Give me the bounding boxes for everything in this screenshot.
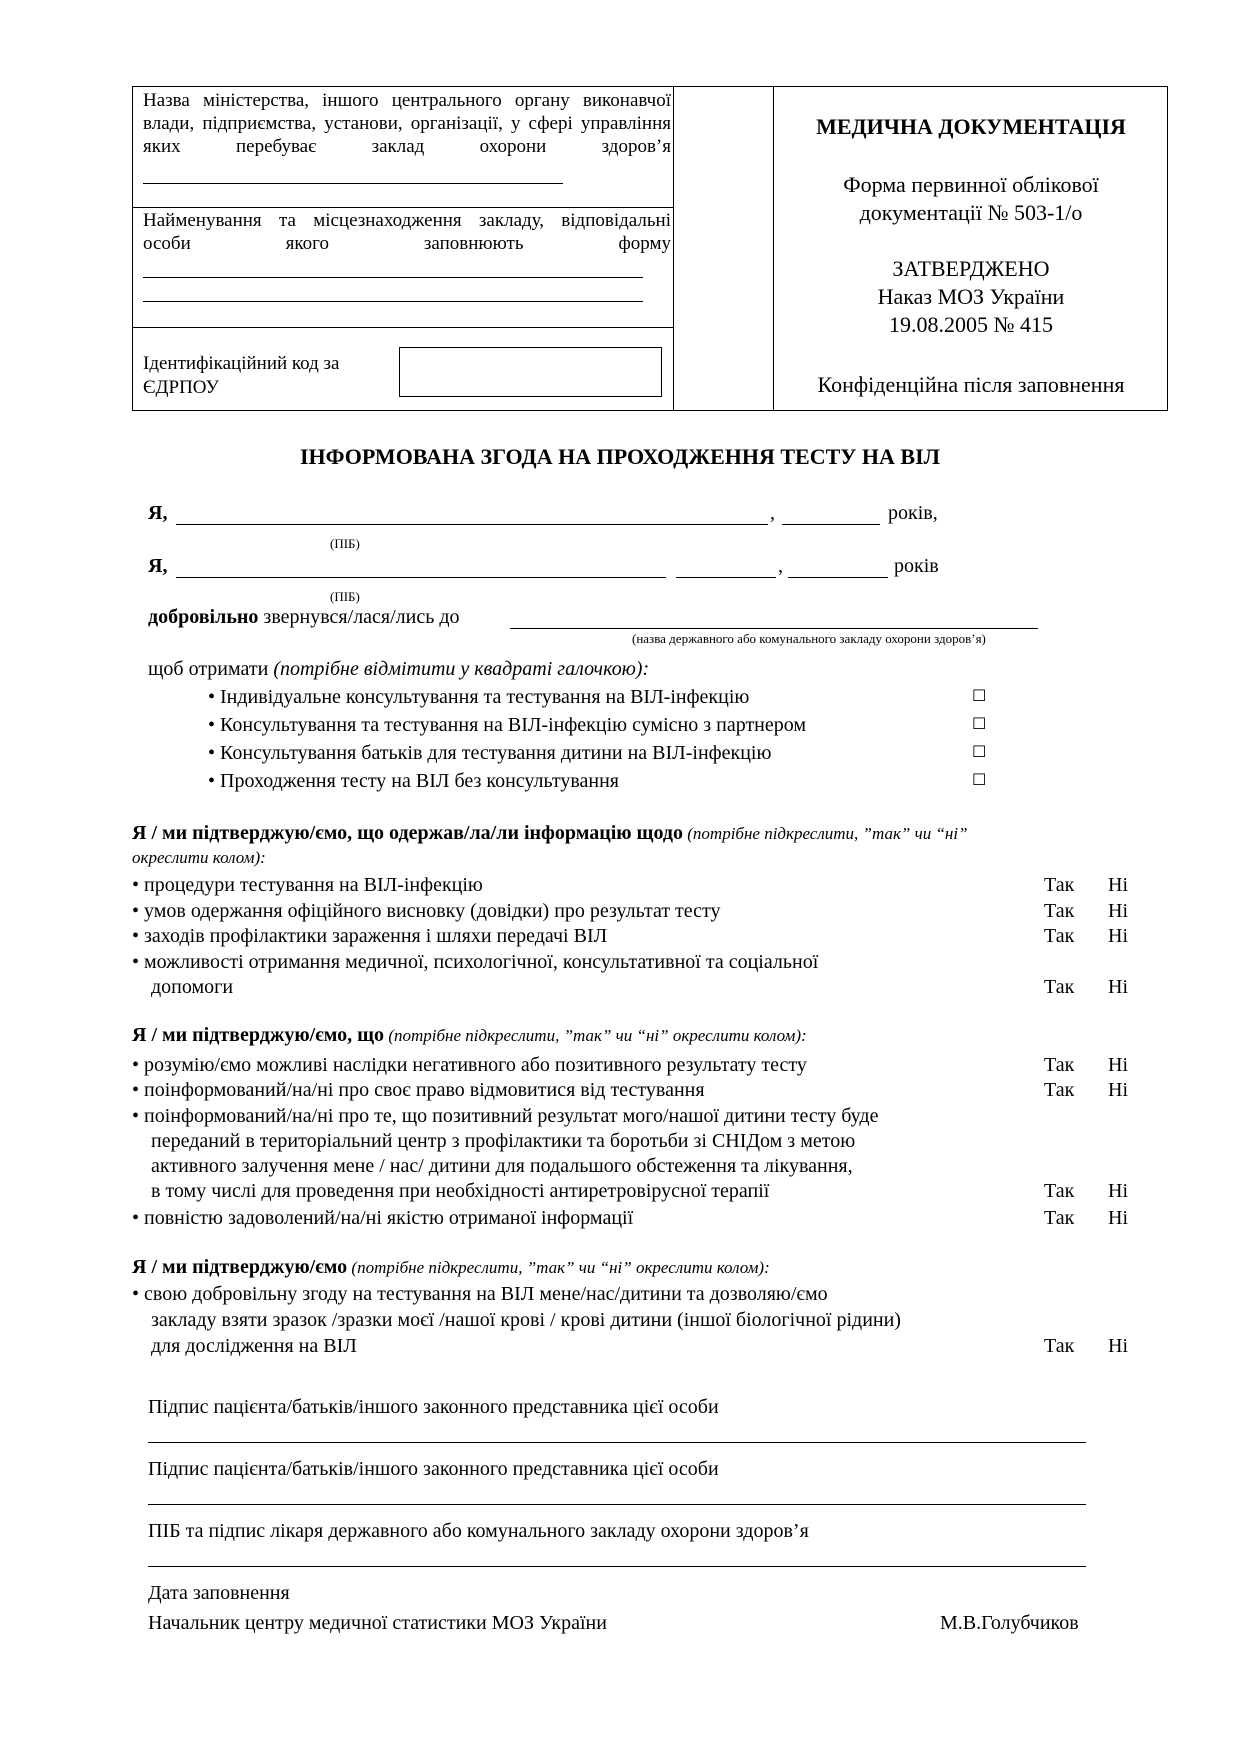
yes-option[interactable]: Так — [1044, 925, 1075, 947]
pib-caption: (ПІБ) — [330, 589, 360, 604]
yes-option[interactable]: Так — [1044, 1054, 1075, 1076]
applied-label: звернувся/лася/лись до — [258, 606, 460, 628]
bullet: • — [132, 1054, 140, 1076]
patient-signature-line[interactable] — [148, 1442, 1086, 1443]
institution-fill-line[interactable] — [143, 277, 643, 278]
list-item — [132, 1207, 633, 1230]
services-intro-text: щоб отримати — [148, 658, 274, 680]
chief-title: Начальник центру медичної статистики МОЗ України — [148, 1612, 607, 1634]
bullet: • — [132, 900, 140, 922]
checkbox-parents[interactable]: ☐ — [972, 742, 987, 761]
bullet: • — [132, 1079, 140, 1101]
no-option[interactable]: Ні — [1108, 1207, 1128, 1229]
yes-option[interactable]: Так — [1044, 1180, 1075, 1202]
services-intro — [148, 658, 649, 681]
comma: , — [778, 555, 783, 577]
item-label-cont: в тому числі для проведення при необхідності антиретровірусної терапії — [151, 1180, 770, 1202]
item-label: свою добровільну згоду на тестування на ВІЛ мене/нас/дитини та дозволяю/ємо — [144, 1283, 828, 1305]
section1-heading-text: Я / ми підтверджую/ємо, що одержав/ла/ли інформацію щодо — [132, 822, 683, 844]
item-label: поінформований/на/ні про те, що позитивний результат мого/нашої дитини тесту буде — [144, 1105, 879, 1127]
no-option[interactable]: Ні — [1108, 1180, 1128, 1202]
no-option[interactable]: Ні — [1108, 1079, 1128, 1101]
list-item — [132, 925, 607, 948]
section2-note: (потрібне підкреслити, ”так” чи “ні” окреслити колом): — [384, 1026, 807, 1045]
doctor-signature-label: ПІБ та підпис лікаря державного або комунального закладу охорони здоров’я — [148, 1520, 809, 1542]
list-item: • Проходження тесту на ВІЛ без консультування — [208, 770, 619, 792]
list-item — [132, 1054, 807, 1077]
yes-option[interactable]: Так — [1044, 976, 1075, 998]
order-date: 19.08.2005 № 415 — [889, 312, 1053, 337]
no-option[interactable]: Ні — [1108, 1335, 1128, 1357]
services-intro-note: (потрібне відмітити у квадраті галочкою): — [273, 658, 650, 680]
institution-caption: (назва державного або комунального закладу охорони здоров’я) — [632, 631, 986, 646]
item-label-cont: активного залучення мене / нас/ дитини для подальшого обстеження та лікування, — [151, 1155, 853, 1177]
item-label: поінформований/на/ні про своє право відмовитися від тестування — [144, 1079, 705, 1101]
section3-heading — [132, 1256, 770, 1279]
service-label: Консультування та тестування на ВІЛ-інфекцію сумісно з партнером — [220, 714, 807, 736]
section2-heading-text: Я / ми підтверджую/ємо, що — [132, 1024, 385, 1046]
list-item: • Консультування батьків для тестування дитини на ВІЛ-інфекцію — [208, 742, 772, 764]
checkbox-no-consult[interactable]: ☐ — [972, 770, 987, 789]
name-field[interactable] — [176, 577, 666, 578]
item-label: умов одержання офіційного висновку (довідки) про результат тесту — [144, 900, 721, 922]
section1-note: (потрібне підкреслити, ”так” чи “ні” — [683, 824, 968, 843]
yes-option[interactable]: Так — [1044, 900, 1075, 922]
chief-name: М.В.Голубчиков — [940, 1612, 1079, 1634]
list-item — [132, 900, 721, 923]
patient-signature-label: Підпис пацієнта/батьків/іншого законного представника цієї особи — [148, 1458, 719, 1480]
table-divider — [133, 327, 673, 328]
doctor-signature-line[interactable] — [148, 1566, 1086, 1567]
list-item — [132, 874, 483, 897]
list-item — [132, 1105, 878, 1128]
bullet: • — [132, 1283, 140, 1305]
no-option[interactable]: Ні — [1108, 976, 1128, 998]
list-item: • Консультування та тестування на ВІЛ-інфекцію сумісно з партнером — [208, 714, 807, 736]
no-option[interactable]: Ні — [1108, 1054, 1128, 1076]
list-item — [132, 1283, 828, 1306]
yes-option[interactable]: Так — [1044, 1335, 1075, 1357]
institution-text: Найменування та місцезнаходження закладу, відповідальні особи якого заповнюють форму — [143, 210, 671, 254]
bullet: • — [132, 925, 140, 947]
list-item — [132, 951, 818, 974]
edrpou-label: Ідентифікаційний код за — [143, 353, 340, 374]
yes-option[interactable]: Так — [1044, 1079, 1075, 1101]
approved-label: ЗАТВЕРДЖЕНО — [892, 256, 1050, 281]
no-option[interactable]: Ні — [1108, 900, 1128, 922]
ministry-fill-line[interactable] — [143, 183, 563, 184]
no-option[interactable]: Ні — [1108, 874, 1128, 896]
voluntarily-label: добровільно — [148, 606, 259, 628]
patient-signature-label: Підпис пацієнта/батьків/іншого законного представника цієї особи — [148, 1396, 719, 1418]
item-label: повністю задоволений/на/ні якістю отриманої інформації — [144, 1207, 634, 1229]
header-table — [132, 86, 1168, 411]
no-option[interactable]: Ні — [1108, 925, 1128, 947]
bullet: • — [132, 1105, 140, 1127]
list-item: • Індивідуальне консультування та тестування на ВІЛ-інфекцію — [208, 686, 750, 708]
age-field[interactable] — [788, 577, 888, 578]
document-title: ІНФОРМОВАНА ЗГОДА НА ПРОХОДЖЕННЯ ТЕСТУ НА ВІЛ — [299, 444, 941, 469]
service-label: Консультування батьків для тестування дитини на ВІЛ-інфекцію — [220, 742, 772, 764]
ministry-text: Назва міністерства, іншого центрального органу виконавчої влади, підприємства, установи, організації, у сфері управління яких перебуває заклад охорони здоров’я — [143, 90, 671, 157]
bullet: • — [132, 951, 140, 973]
item-label-cont: для дослідження на ВІЛ — [151, 1335, 357, 1357]
form-number: документації № 503-1/о — [859, 200, 1083, 225]
bullet: • — [132, 874, 140, 896]
table-divider — [133, 207, 673, 208]
institution-fill-line[interactable] — [143, 301, 643, 302]
item-label-cont: закладу взяти зразок /зразки моєї /нашої крові / крові дитини (іншої біологічної рідини) — [151, 1309, 901, 1331]
ya-label: Я, — [148, 502, 168, 524]
pib-caption: (ПІБ) — [330, 536, 360, 551]
section1-note-cont: окреслити колом): — [132, 848, 266, 867]
item-label: заходів профілактики зараження і шляхи передачі ВІЛ — [144, 925, 608, 947]
item-label: процедури тестування на ВІЛ-інфекцію — [144, 874, 483, 896]
item-label-cont: допомоги — [151, 976, 234, 998]
item-label: розумію/ємо можливі наслідки негативного або позитивного результату тесту — [144, 1054, 807, 1076]
bullet: • — [132, 1207, 140, 1229]
section3-heading-text: Я / ми підтверджую/ємо — [132, 1256, 348, 1278]
section2-heading — [132, 1024, 807, 1047]
checkbox-partner[interactable]: ☐ — [972, 714, 987, 733]
patient-signature-line[interactable] — [148, 1504, 1086, 1505]
name-field[interactable] — [176, 524, 768, 525]
confidential-note: Конфіденційна після заповнення — [817, 372, 1125, 397]
name-field[interactable] — [676, 577, 776, 578]
section1-heading — [132, 822, 968, 845]
checkbox-individual[interactable]: ☐ — [972, 686, 987, 705]
item-label-cont: переданий в територіальний центр з профілактики та боротьби зі СНІДом з метою — [151, 1130, 856, 1152]
yes-option[interactable]: Так — [1044, 874, 1075, 896]
comma: , — [770, 502, 775, 524]
edrpou-code-box[interactable] — [399, 347, 662, 397]
order-line: Наказ МОЗ України — [877, 284, 1065, 309]
medical-documentation-title: МЕДИЧНА ДОКУМЕНТАЦІЯ — [816, 114, 1126, 139]
yes-option[interactable]: Так — [1044, 1207, 1075, 1229]
institution-field[interactable] — [510, 628, 1038, 629]
table-divider — [673, 87, 674, 410]
list-item — [132, 1079, 705, 1102]
years-label: років — [894, 555, 939, 577]
applied-line — [148, 606, 460, 629]
form-line: Форма первинної облікової — [843, 172, 1099, 197]
section3-note: (потрібне підкреслити, ”так” чи “ні” окреслити колом): — [347, 1258, 770, 1277]
service-label: Проходження тесту на ВІЛ без консультування — [220, 770, 619, 792]
fill-date-label: Дата заповнення — [148, 1582, 290, 1604]
age-field[interactable] — [782, 524, 880, 525]
ya-label: Я, — [148, 555, 168, 577]
service-label: Індивідуальне консультування та тестування на ВІЛ-інфекцію — [220, 686, 750, 708]
years-label: років, — [888, 502, 938, 524]
item-label: можливості отримання медичної, психологічної, консультативної та соціальної — [144, 951, 819, 973]
edrpou-label: ЄДРПОУ — [143, 377, 219, 398]
